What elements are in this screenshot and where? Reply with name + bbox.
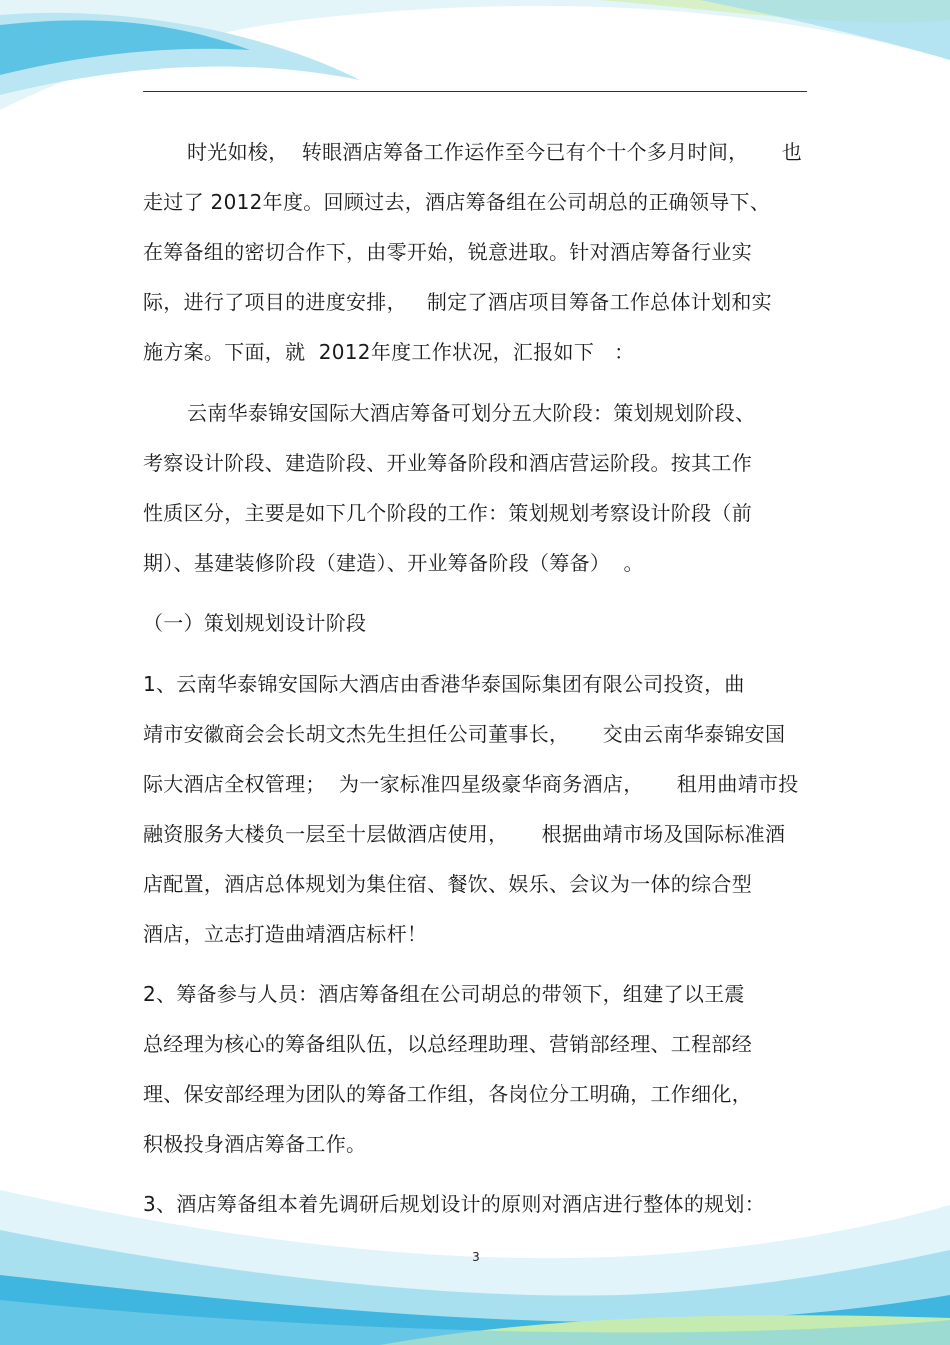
body-line: 期）、基建装修阶段（建造）、开业筹备阶段（筹备） 。 bbox=[143, 551, 644, 575]
body-line: 理、保安部经理为团队的筹备工作组，各岗位分工明确，工作细化， bbox=[143, 1082, 752, 1106]
body-line: 融资服务大楼负一层至十层做酒店使用， 根据曲靖市场及国际标准酒 bbox=[143, 822, 786, 846]
body-line: 1、云南华泰锦安国际大酒店由香港华泰国际集团有限公司投资，曲 bbox=[143, 672, 745, 696]
body-line: 走过了 2012年度。回顾过去，酒店筹备组在公司胡总的正确领导下、 bbox=[143, 190, 771, 214]
body-line: 际大酒店全权管理； 为一家标准四星级豪华商务酒店， 租用曲靖市投 bbox=[143, 772, 799, 796]
body-line: 3、酒店筹备组本着先调研后规划设计的原则对酒店进行整体的规划： bbox=[143, 1192, 766, 1216]
header-rule bbox=[143, 91, 807, 92]
body-line: 性质区分，主要是如下几个阶段的工作：策划规划考察设计阶段（前 bbox=[143, 501, 752, 525]
body-line: 际，进行了项目的进度安排， 制定了酒店项目筹备工作总体计划和实 bbox=[143, 290, 772, 314]
body-line: 总经理为核心的筹备组队伍，以总经理助理、营销部经理、工程部经 bbox=[143, 1032, 752, 1056]
section-heading: （一）策划规划设计阶段 bbox=[143, 611, 367, 635]
body-line: 时光如梭， 转眼酒店筹备工作运作至今已有个十个多月时间， 也 bbox=[187, 140, 803, 164]
body-line: 酒店，立志打造曲靖酒店标杆！ bbox=[143, 922, 428, 946]
body-line: 店配置，酒店总体规划为集住宿、餐饮、娱乐、会议为一体的综合型 bbox=[143, 872, 752, 896]
body-line: 2、筹备参与人员：酒店筹备组在公司胡总的带领下，组建了以王震 bbox=[143, 982, 745, 1006]
body-line: 施方案。下面，就 2012年度工作状况，汇报如下 ： bbox=[143, 340, 635, 364]
body-line: 考察设计阶段、建造阶段、开业筹备阶段和酒店营运阶段。按其工作 bbox=[143, 451, 752, 475]
body-line: 云南华泰锦安国际大酒店筹备可划分五大阶段：策划规划阶段、 bbox=[187, 401, 756, 425]
body-line: 积极投身酒店筹备工作。 bbox=[143, 1132, 367, 1156]
page-number: 3 bbox=[472, 1250, 480, 1264]
body-line: 靖市安徽商会会长胡文杰先生担任公司董事长， 交由云南华泰锦安国 bbox=[143, 722, 786, 746]
body-line: 在筹备组的密切合作下，由零开始，锐意进取。针对酒店筹备行业实 bbox=[143, 240, 752, 264]
